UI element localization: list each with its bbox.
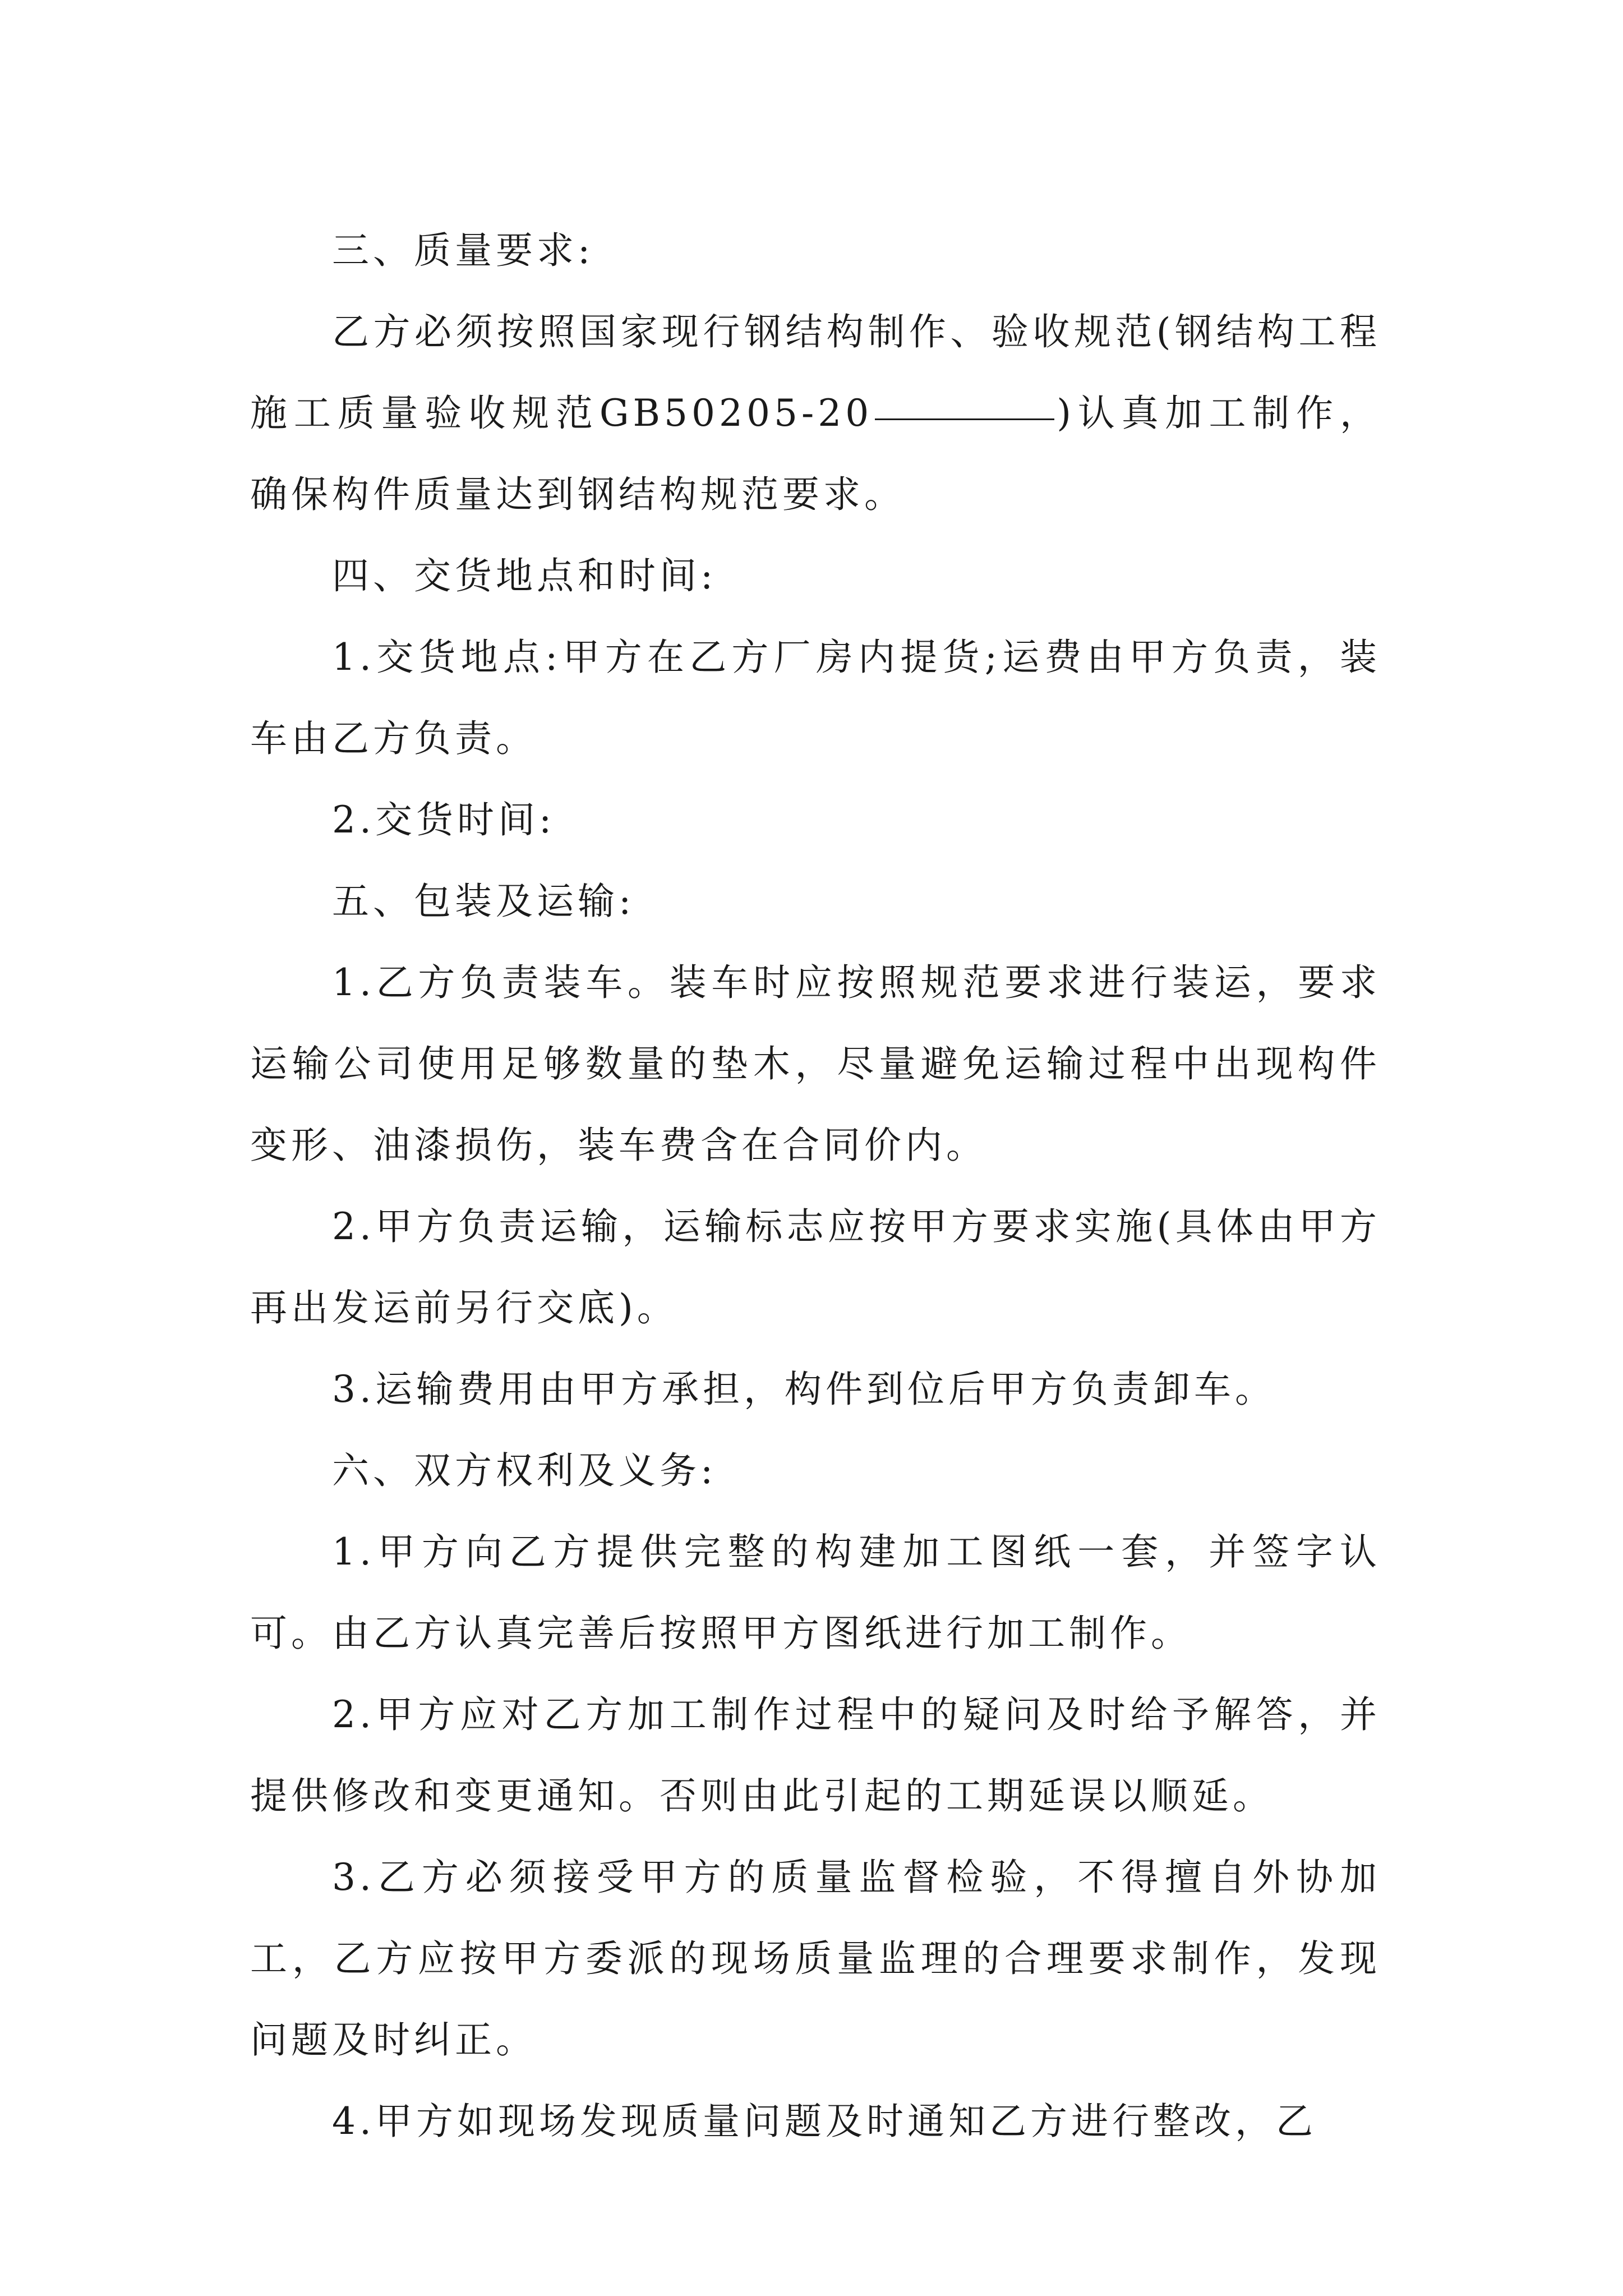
paragraph-delivery-place: 1.交货地点:甲方在乙方厂房内提货;运费由甲方负责，装车由乙方负责。 xyxy=(250,636,1381,760)
fill-in-blank xyxy=(875,418,1054,420)
section-heading-packaging: 五、包装及运输: xyxy=(332,880,635,923)
quality-text-after-blank: )认真加工制作，确保构件质量达到钢结构规范要求。 xyxy=(250,392,1381,516)
paragraph-packaging-2: 2.甲方负责运输，运输标志应按甲方要求实施(具体由甲方再出发运前另行交底)。 xyxy=(250,1205,1381,1329)
paragraph-rights-3: 3.乙方必须接受甲方的质量监督检验，不得擅自外协加工，乙方应按甲方委派的现场质量监理的合理要求制作，发现问题及时纠正。 xyxy=(250,1856,1381,2062)
quality-text-before-blank: 乙方必须按照国家现行钢结构制作、验收规范(钢结构工程施工质量验收规范GB50205-20 xyxy=(250,310,1381,435)
paragraph-delivery-time: 2.交货时间: xyxy=(332,798,556,841)
paragraph-packaging-3: 3.运输费用由甲方承担，构件到位后甲方负责卸车。 xyxy=(332,1368,1276,1411)
section-heading-rights: 六、双方权利及义务: xyxy=(332,1449,717,1492)
document-body xyxy=(250,210,1381,2162)
paragraph-rights-1: 1.甲方向乙方提供完整的构建加工图纸一套，并签字认可。由乙方认真完善后按照甲方图纸进行加工制作。 xyxy=(250,1530,1381,1655)
section-heading-delivery: 四、交货地点和时间: xyxy=(332,554,717,597)
paragraph-rights-4: 4.甲方如现场发现质量问题及时通知乙方进行整改，乙 xyxy=(332,2100,1317,2143)
paragraph-packaging-1: 1.乙方负责装车。装车时应按照规范要求进行装运，要求运输公司使用足够数量的垫木，尽量避免运输过程中出现构件变形、油漆损伤，装车费含在合同价内。 xyxy=(250,961,1381,1167)
paragraph-rights-2: 2.甲方应对乙方加工制作过程中的疑问及时给予解答，并提供修改和变更通知。否则由此引起的工期延误以顺延。 xyxy=(250,1693,1381,1818)
paragraph-quality-standard xyxy=(250,291,1381,535)
section-heading-quality: 三、质量要求: xyxy=(332,229,594,272)
